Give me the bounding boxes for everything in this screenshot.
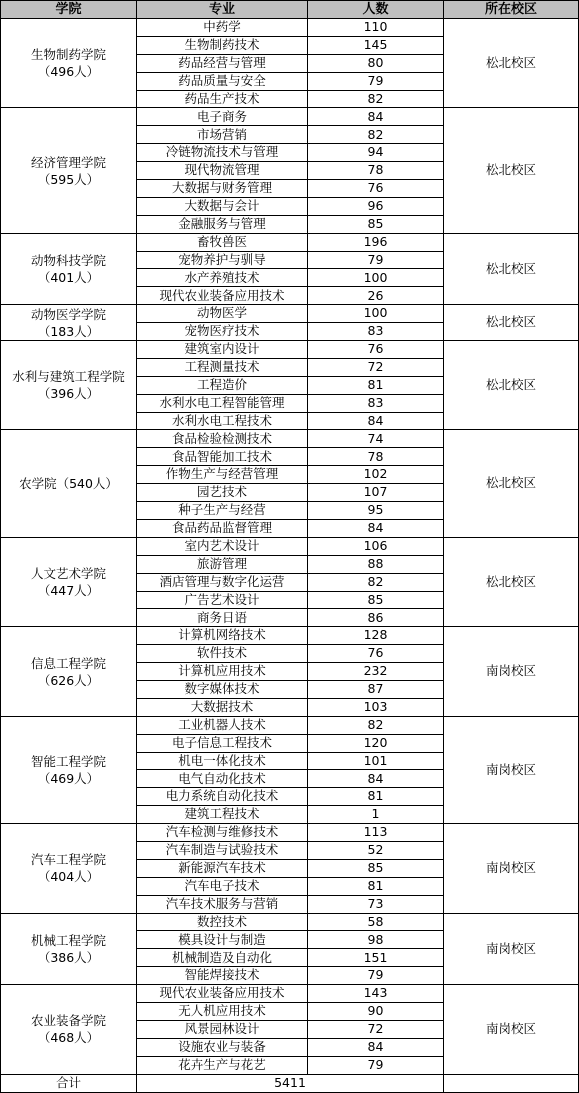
major-cell: 药品质量与安全 bbox=[137, 72, 308, 90]
college-name: 农业装备学院 bbox=[30, 1013, 106, 1029]
major-cell: 食品药品监督管理 bbox=[137, 519, 308, 537]
major-cell: 工程测量技术 bbox=[137, 358, 308, 376]
count-cell: 86 bbox=[308, 609, 444, 627]
count-cell: 82 bbox=[308, 126, 444, 144]
college-name: 智能工程学院 bbox=[30, 753, 106, 769]
major-cell: 汽车制造与试验技术 bbox=[137, 841, 308, 859]
campus-cell: 松北校区 bbox=[444, 537, 579, 626]
major-cell: 大数据与财务管理 bbox=[137, 180, 308, 198]
college-cell bbox=[1, 233, 137, 305]
count-cell: 98 bbox=[308, 931, 444, 949]
total-row bbox=[1, 1074, 579, 1092]
count-cell: 88 bbox=[308, 555, 444, 573]
college-cell bbox=[1, 19, 137, 108]
count-cell: 102 bbox=[308, 466, 444, 484]
major-cell: 生物制药技术 bbox=[137, 36, 308, 54]
campus-cell: 松北校区 bbox=[444, 19, 579, 108]
college-name: 动物医学学院 bbox=[30, 306, 106, 322]
table-row bbox=[1, 985, 579, 1003]
table-row bbox=[1, 627, 579, 645]
major-cell: 药品经营与管理 bbox=[137, 54, 308, 72]
major-cell: 室内艺术设计 bbox=[137, 537, 308, 555]
count-cell: 103 bbox=[308, 698, 444, 716]
major-cell: 花卉生产与花艺 bbox=[137, 1056, 308, 1074]
count-cell: 143 bbox=[308, 985, 444, 1003]
college-name: 机械工程学院 bbox=[30, 932, 106, 948]
college-student-count: （447人） bbox=[37, 583, 100, 599]
count-cell: 72 bbox=[308, 1020, 444, 1038]
count-cell: 84 bbox=[308, 519, 444, 537]
major-cell: 水利水电工程技术 bbox=[137, 412, 308, 430]
major-cell: 大数据技术 bbox=[137, 698, 308, 716]
major-cell: 建筑工程技术 bbox=[137, 806, 308, 824]
count-cell: 82 bbox=[308, 573, 444, 591]
table-body bbox=[1, 19, 579, 1093]
college-student-count: （626人） bbox=[37, 672, 100, 688]
major-cell: 现代农业装备应用技术 bbox=[137, 287, 308, 305]
major-cell: 无人机应用技术 bbox=[137, 1002, 308, 1020]
count-cell: 76 bbox=[308, 341, 444, 359]
major-cell: 计算机网络技术 bbox=[137, 627, 308, 645]
header-major: 专业 bbox=[137, 1, 308, 19]
count-cell: 79 bbox=[308, 251, 444, 269]
total-empty-cell bbox=[444, 1074, 579, 1092]
count-cell: 52 bbox=[308, 841, 444, 859]
count-cell: 79 bbox=[308, 967, 444, 985]
campus-cell: 南岗校区 bbox=[444, 716, 579, 823]
college-cell bbox=[1, 627, 137, 716]
count-cell: 26 bbox=[308, 287, 444, 305]
count-cell: 81 bbox=[308, 877, 444, 895]
major-cell: 新能源汽车技术 bbox=[137, 859, 308, 877]
college-name: 信息工程学院 bbox=[30, 655, 106, 671]
campus-cell: 松北校区 bbox=[444, 108, 579, 233]
college-name: 汽车工程学院 bbox=[30, 852, 106, 868]
count-cell: 232 bbox=[308, 663, 444, 681]
count-cell: 83 bbox=[308, 394, 444, 412]
count-cell: 94 bbox=[308, 144, 444, 162]
college-name: 生物制药学院 bbox=[30, 47, 106, 63]
major-cell: 宠物养护与驯导 bbox=[137, 251, 308, 269]
major-cell: 机械制造及自动化 bbox=[137, 949, 308, 967]
header-campus: 所在校区 bbox=[444, 1, 579, 19]
college-cell bbox=[1, 716, 137, 823]
count-cell: 79 bbox=[308, 72, 444, 90]
major-cell: 建筑室内设计 bbox=[137, 341, 308, 359]
count-cell: 58 bbox=[308, 913, 444, 931]
college-cell bbox=[1, 305, 137, 341]
campus-cell: 松北校区 bbox=[444, 341, 579, 430]
count-cell: 82 bbox=[308, 716, 444, 734]
count-cell: 107 bbox=[308, 484, 444, 502]
count-cell: 84 bbox=[308, 412, 444, 430]
major-cell: 畜牧兽医 bbox=[137, 233, 308, 251]
count-cell: 73 bbox=[308, 895, 444, 913]
major-cell: 园艺技术 bbox=[137, 484, 308, 502]
major-cell: 汽车技术服务与营销 bbox=[137, 895, 308, 913]
table-row bbox=[1, 716, 579, 734]
college-cell bbox=[1, 913, 137, 985]
major-cell: 动物医学 bbox=[137, 305, 308, 323]
count-cell: 84 bbox=[308, 1038, 444, 1056]
major-cell: 现代农业装备应用技术 bbox=[137, 985, 308, 1003]
major-cell: 汽车检测与维修技术 bbox=[137, 824, 308, 842]
major-cell: 食品智能加工技术 bbox=[137, 448, 308, 466]
total-value: 5411 bbox=[137, 1074, 444, 1092]
college-student-count: （468人） bbox=[37, 1030, 100, 1046]
major-cell: 水利水电工程智能管理 bbox=[137, 394, 308, 412]
major-cell: 商务日语 bbox=[137, 609, 308, 627]
major-cell: 电子信息工程技术 bbox=[137, 734, 308, 752]
college-student-count: （396人） bbox=[37, 386, 100, 402]
campus-cell: 松北校区 bbox=[444, 430, 579, 537]
count-cell: 84 bbox=[308, 108, 444, 126]
count-cell: 96 bbox=[308, 197, 444, 215]
major-cell: 电力系统自动化技术 bbox=[137, 788, 308, 806]
header-count: 人数 bbox=[308, 1, 444, 19]
college-student-count: （496人） bbox=[37, 64, 100, 80]
count-cell: 85 bbox=[308, 591, 444, 609]
campus-cell: 南岗校区 bbox=[444, 913, 579, 985]
total-label: 合计 bbox=[1, 1074, 137, 1092]
major-cell: 数控技术 bbox=[137, 913, 308, 931]
major-cell: 种子生产与经营 bbox=[137, 502, 308, 520]
campus-cell: 南岗校区 bbox=[444, 627, 579, 716]
count-cell: 110 bbox=[308, 19, 444, 37]
count-cell: 78 bbox=[308, 162, 444, 180]
major-cell: 宠物医疗技术 bbox=[137, 323, 308, 341]
count-cell: 1 bbox=[308, 806, 444, 824]
college-student-count: （183人） bbox=[37, 323, 100, 339]
college-cell bbox=[1, 430, 137, 537]
major-cell: 市场营销 bbox=[137, 126, 308, 144]
table-row bbox=[1, 305, 579, 323]
campus-cell: 松北校区 bbox=[444, 305, 579, 341]
college-name: 水利与建筑工程学院 bbox=[12, 369, 125, 385]
count-cell: 72 bbox=[308, 358, 444, 376]
college-student-count: （469人） bbox=[37, 770, 100, 786]
college-cell bbox=[1, 341, 137, 430]
count-cell: 84 bbox=[308, 770, 444, 788]
major-cell: 现代物流管理 bbox=[137, 162, 308, 180]
major-cell: 作物生产与经营管理 bbox=[137, 466, 308, 484]
count-cell: 76 bbox=[308, 645, 444, 663]
count-cell: 106 bbox=[308, 537, 444, 555]
college-cell bbox=[1, 985, 137, 1074]
major-cell: 冷链物流技术与管理 bbox=[137, 144, 308, 162]
campus-cell: 南岗校区 bbox=[444, 985, 579, 1074]
college-student-count: （401人） bbox=[37, 269, 100, 285]
major-cell: 工程造价 bbox=[137, 376, 308, 394]
count-cell: 101 bbox=[308, 752, 444, 770]
count-cell: 90 bbox=[308, 1002, 444, 1020]
major-cell: 模具设计与制造 bbox=[137, 931, 308, 949]
college-name: 动物科技学院 bbox=[30, 252, 106, 268]
college-name: 农学院（540人） bbox=[19, 476, 118, 492]
table-row bbox=[1, 913, 579, 931]
table-row bbox=[1, 824, 579, 842]
count-cell: 76 bbox=[308, 180, 444, 198]
major-cell: 电子商务 bbox=[137, 108, 308, 126]
header-college: 学院 bbox=[1, 1, 137, 19]
major-cell: 汽车电子技术 bbox=[137, 877, 308, 895]
count-cell: 87 bbox=[308, 680, 444, 698]
college-name: 经济管理学院 bbox=[30, 154, 106, 170]
major-cell: 旅游管理 bbox=[137, 555, 308, 573]
campus-cell: 松北校区 bbox=[444, 233, 579, 305]
college-student-count: （595人） bbox=[37, 171, 100, 187]
major-cell: 计算机应用技术 bbox=[137, 663, 308, 681]
count-cell: 128 bbox=[308, 627, 444, 645]
college-cell bbox=[1, 108, 137, 233]
major-cell: 广告艺术设计 bbox=[137, 591, 308, 609]
major-cell: 电气自动化技术 bbox=[137, 770, 308, 788]
major-cell: 水产养殖技术 bbox=[137, 269, 308, 287]
count-cell: 74 bbox=[308, 430, 444, 448]
major-cell: 设施农业与装备 bbox=[137, 1038, 308, 1056]
college-cell bbox=[1, 824, 137, 913]
count-cell: 100 bbox=[308, 269, 444, 287]
count-cell: 196 bbox=[308, 233, 444, 251]
table-row bbox=[1, 341, 579, 359]
count-cell: 80 bbox=[308, 54, 444, 72]
major-cell: 大数据与会计 bbox=[137, 197, 308, 215]
count-cell: 113 bbox=[308, 824, 444, 842]
major-cell: 药品生产技术 bbox=[137, 90, 308, 108]
count-cell: 85 bbox=[308, 859, 444, 877]
count-cell: 78 bbox=[308, 448, 444, 466]
table-row bbox=[1, 430, 579, 448]
major-cell: 风景园林设计 bbox=[137, 1020, 308, 1038]
major-cell: 机电一体化技术 bbox=[137, 752, 308, 770]
major-cell: 中药学 bbox=[137, 19, 308, 37]
major-cell: 软件技术 bbox=[137, 645, 308, 663]
college-student-count: （404人） bbox=[37, 869, 100, 885]
header-row bbox=[1, 1, 579, 19]
count-cell: 100 bbox=[308, 305, 444, 323]
college-student-count: （386人） bbox=[37, 949, 100, 965]
count-cell: 85 bbox=[308, 215, 444, 233]
count-cell: 95 bbox=[308, 502, 444, 520]
count-cell: 82 bbox=[308, 90, 444, 108]
major-cell: 金融服务与管理 bbox=[137, 215, 308, 233]
table-row bbox=[1, 19, 579, 37]
major-cell: 数字媒体技术 bbox=[137, 680, 308, 698]
count-cell: 151 bbox=[308, 949, 444, 967]
count-cell: 83 bbox=[308, 323, 444, 341]
count-cell: 81 bbox=[308, 376, 444, 394]
college-name: 人文艺术学院 bbox=[30, 566, 106, 582]
major-cell: 智能焊接技术 bbox=[137, 967, 308, 985]
count-cell: 145 bbox=[308, 36, 444, 54]
major-cell: 工业机器人技术 bbox=[137, 716, 308, 734]
count-cell: 120 bbox=[308, 734, 444, 752]
table-row bbox=[1, 233, 579, 251]
campus-cell: 南岗校区 bbox=[444, 824, 579, 913]
table-row bbox=[1, 108, 579, 126]
major-cell: 酒店管理与数字化运营 bbox=[137, 573, 308, 591]
table-row bbox=[1, 537, 579, 555]
major-cell: 食品检验检测技术 bbox=[137, 430, 308, 448]
count-cell: 81 bbox=[308, 788, 444, 806]
count-cell: 79 bbox=[308, 1056, 444, 1074]
college-cell bbox=[1, 537, 137, 626]
